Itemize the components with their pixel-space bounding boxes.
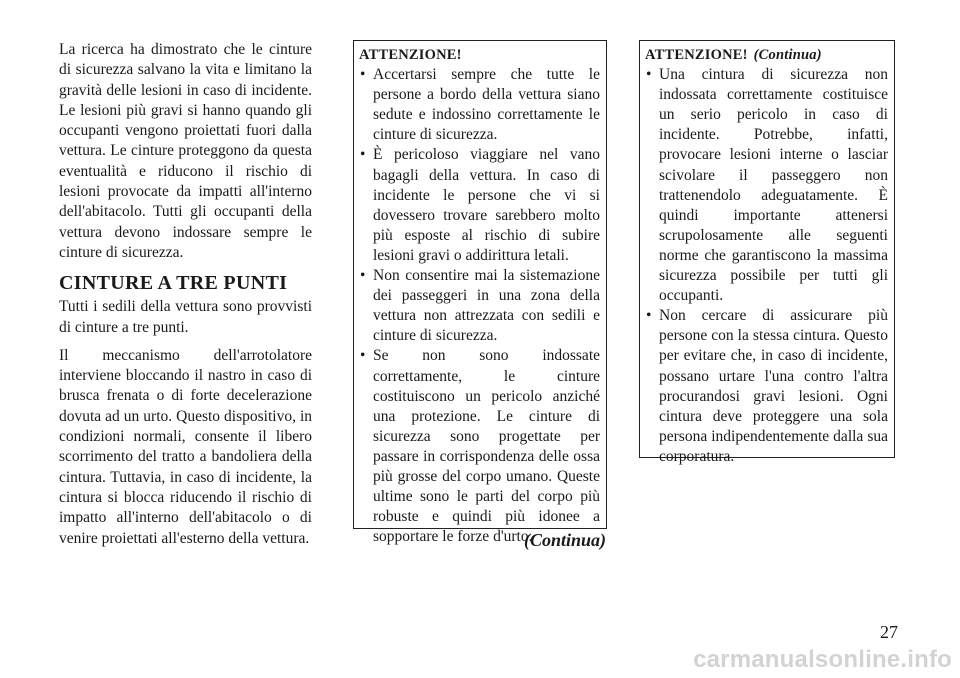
watermark: carmanualsonline.info [693,646,952,673]
page-number: 27 [880,622,898,642]
warning-list-2 [645,65,888,467]
warning-item: • Non consentire mai la sistemazione dei passeggeri in una zona della vettura non attrezzata con sedili e cinture di sicurezza. [359,266,600,346]
warning-title-continued [645,45,888,65]
body-column-left [59,40,312,557]
warning-item: • Accertarsi sempre che tutte le persone a bordo della vettura siano sedute e indossino correttamente le cinture di sicurezza. [359,65,600,145]
warning-title: ATTENZIONE! [359,47,462,63]
warning-title: ATTENZIONE! [645,47,748,63]
warning-item: • È pericoloso viaggiare nel vano bagagli della vettura. In caso di incidente le persone che vi si dovessero trovare sarebbero molto più esposte al rischio di subire lesioni gravi o addirittura letali. [359,145,600,266]
warning-list-1 [359,65,600,547]
section-heading: CINTURE A TRE PUNTI [59,272,288,295]
continued-label: (Continua) [523,530,606,550]
paragraph-seats: Tutti i sedili della vettura sono provvisti di cinture a tre punti. [59,298,312,336]
warning-box-2 [639,40,895,465]
warning-item: • Una cintura di sicurezza non indossata correttamente costituisce un serio pericolo in caso di incidente. Potrebbe, infatti, provocare lesioni interne o lasciar scivolare il passeggero non trattenendolo adeguatamente. È quindi importante attenersi scrupolosamente alle seguenti norme che garantiscono la massima sicurezza possibile per tutti gli occupanti. [645,65,888,306]
intro-paragraph: La ricerca ha dimostrato che le cinture di sicurezza salvano la vita e limitano la gravità delle lesioni in caso di incidente. Le lesioni più gravi si hanno quando gli occupanti vengono proiettati fuori dalla vettura. Le cinture proteggono da questa eventualità e riducono il rischio di lesioni provocate da impatti all'interno dell'abitacolo. Tutti gli occupanti della vettura devono indossare sempre le cinture di sicurezza. [59,41,312,261]
paragraph-retractor: Il meccanismo dell'arrotolatore interviene bloccando il nastro in caso di brusca frenata o di forte decelerazione dovuta ad un urto. Questo dispositivo, in condizioni normali, consente il libero scorrimento del tratto a bandoliera della cintura. Tuttavia, in caso di incidente, la cintura si blocca riducendo il rischio di impatto all'interno dell'abitacolo o di venire proiettati all'esterno della vettura. [59,346,312,547]
warning-item: • Non cercare di assicurare più persone con la stessa cintura. Questo per evitare che, in caso di incidente, possano urtare l'una contro l'altra procurandosi gravi lesioni. Ogni cintura deve proteggere una sola persona indipendentemente dalla sua corporatura. [645,306,888,467]
warning-title-suffix: (Continua) [753,47,822,63]
warning-item: • Se non sono indossate correttamente, le cinture costituiscono un pericolo anziché una protezione. Le cinture di sicurezza sono progettate per passare in corrispondenza delle ossa più grosse del corpo umano. Queste ultime sono le parti del corpo più robuste e quindi più idonee a sopportare le forze d'urto. [359,346,600,547]
